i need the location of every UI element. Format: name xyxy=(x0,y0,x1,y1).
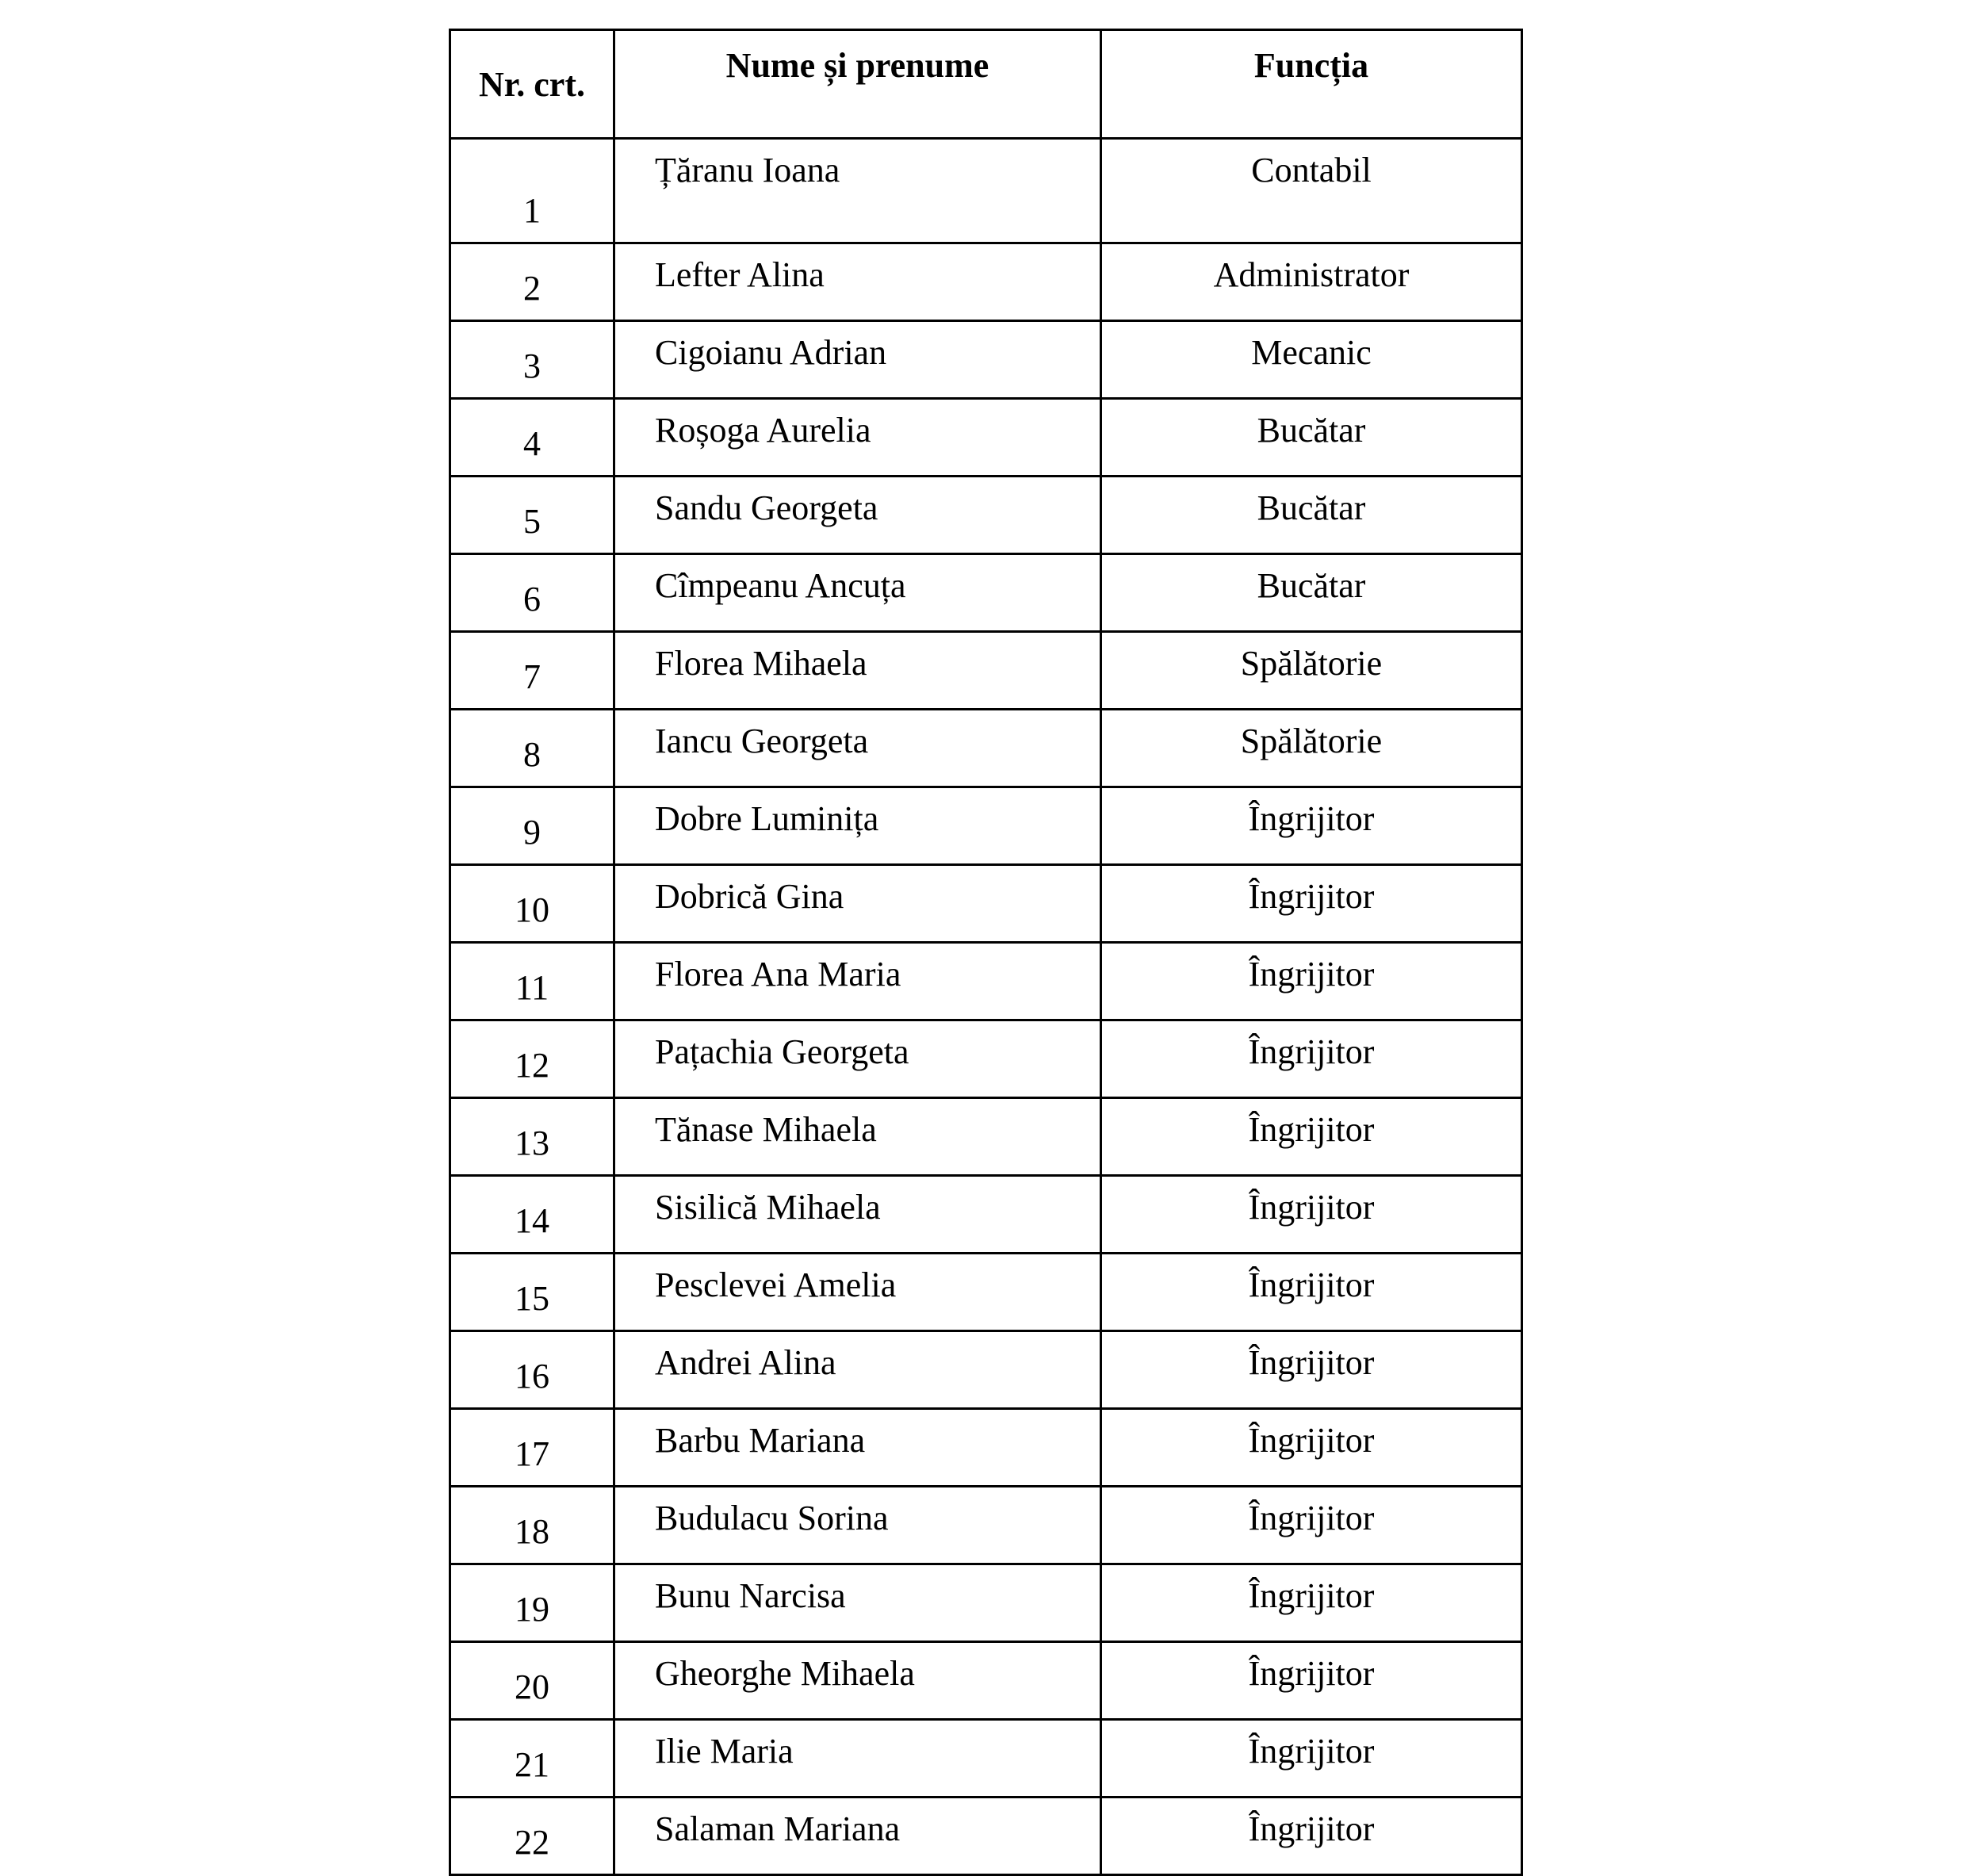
cell-name: Dobrică Gina xyxy=(614,865,1101,943)
cell-nr: 18 xyxy=(450,1487,614,1564)
cell-name: Budulacu Sorina xyxy=(614,1487,1101,1564)
table-header xyxy=(450,30,1522,139)
cell-nr: 7 xyxy=(450,632,614,710)
table-row xyxy=(450,1564,1522,1642)
cell-function: Îngrijitor xyxy=(1101,1642,1522,1720)
cell-nr: 19 xyxy=(450,1564,614,1642)
cell-nr: 16 xyxy=(450,1331,614,1409)
table-row xyxy=(450,1020,1522,1098)
cell-name: Țăranu Ioana xyxy=(614,139,1101,243)
cell-function: Spălătorie xyxy=(1101,710,1522,787)
cell-nr: 4 xyxy=(450,399,614,477)
cell-name: Gheorghe Mihaela xyxy=(614,1642,1101,1720)
cell-function: Îngrijitor xyxy=(1101,865,1522,943)
cell-name: Roșoga Aurelia xyxy=(614,399,1101,477)
cell-name: Cîmpeanu Ancuța xyxy=(614,554,1101,632)
cell-nr: 13 xyxy=(450,1098,614,1176)
cell-name: Bunu Narcisa xyxy=(614,1564,1101,1642)
cell-function: Îngrijitor xyxy=(1101,1176,1522,1254)
table-row xyxy=(450,1487,1522,1564)
table-row xyxy=(450,1642,1522,1720)
cell-function: Bucătar xyxy=(1101,477,1522,554)
table-row xyxy=(450,1409,1522,1487)
table-row xyxy=(450,787,1522,865)
cell-function: Îngrijitor xyxy=(1101,1798,1522,1875)
cell-nr: 15 xyxy=(450,1254,614,1331)
cell-function: Îngrijitor xyxy=(1101,1020,1522,1098)
cell-nr: 8 xyxy=(450,710,614,787)
staff-table xyxy=(449,29,1523,1876)
table-row xyxy=(450,399,1522,477)
cell-name: Sisilică Mihaela xyxy=(614,1176,1101,1254)
cell-function: Mecanic xyxy=(1101,321,1522,399)
cell-nr: 21 xyxy=(450,1720,614,1798)
cell-function: Îngrijitor xyxy=(1101,1487,1522,1564)
cell-function: Îngrijitor xyxy=(1101,787,1522,865)
cell-name: Pațachia Georgeta xyxy=(614,1020,1101,1098)
cell-name: Florea Mihaela xyxy=(614,632,1101,710)
cell-name: Pesclevei Amelia xyxy=(614,1254,1101,1331)
cell-nr: 6 xyxy=(450,554,614,632)
table-row xyxy=(450,1098,1522,1176)
cell-function: Spălătorie xyxy=(1101,632,1522,710)
table-row xyxy=(450,1720,1522,1798)
cell-nr: 14 xyxy=(450,1176,614,1254)
table-row xyxy=(450,477,1522,554)
table-body xyxy=(450,139,1522,1875)
table-row xyxy=(450,943,1522,1020)
cell-name: Dobre Luminița xyxy=(614,787,1101,865)
header-nr: Nr. crt. xyxy=(450,30,614,139)
cell-name: Cigoianu Adrian xyxy=(614,321,1101,399)
cell-function: Administrator xyxy=(1101,243,1522,321)
cell-nr: 1 xyxy=(450,139,614,243)
table-row xyxy=(450,865,1522,943)
table-row xyxy=(450,1798,1522,1875)
cell-nr: 20 xyxy=(450,1642,614,1720)
header-name: Nume și prenume xyxy=(614,30,1101,139)
cell-nr: 3 xyxy=(450,321,614,399)
cell-name: Sandu Georgeta xyxy=(614,477,1101,554)
cell-nr: 17 xyxy=(450,1409,614,1487)
table-row xyxy=(450,321,1522,399)
cell-nr: 2 xyxy=(450,243,614,321)
cell-function: Îngrijitor xyxy=(1101,1331,1522,1409)
cell-function: Bucătar xyxy=(1101,554,1522,632)
table-row xyxy=(450,243,1522,321)
table-row xyxy=(450,1176,1522,1254)
cell-nr: 12 xyxy=(450,1020,614,1098)
table-row xyxy=(450,554,1522,632)
cell-function: Îngrijitor xyxy=(1101,1409,1522,1487)
cell-name: Barbu Mariana xyxy=(614,1409,1101,1487)
cell-function: Contabil xyxy=(1101,139,1522,243)
cell-function: Îngrijitor xyxy=(1101,1564,1522,1642)
cell-name: Andrei Alina xyxy=(614,1331,1101,1409)
cell-function: Îngrijitor xyxy=(1101,1720,1522,1798)
table-row xyxy=(450,710,1522,787)
cell-function: Bucătar xyxy=(1101,399,1522,477)
cell-name: Salaman Mariana xyxy=(614,1798,1101,1875)
cell-name: Ilie Maria xyxy=(614,1720,1101,1798)
cell-nr: 10 xyxy=(450,865,614,943)
table-row xyxy=(450,1331,1522,1409)
table-row xyxy=(450,1254,1522,1331)
cell-name: Tănase Mihaela xyxy=(614,1098,1101,1176)
cell-function: Îngrijitor xyxy=(1101,1254,1522,1331)
header-row xyxy=(450,30,1522,139)
table-row xyxy=(450,139,1522,243)
cell-function: Îngrijitor xyxy=(1101,943,1522,1020)
header-function: Funcția xyxy=(1101,30,1522,139)
cell-name: Florea Ana Maria xyxy=(614,943,1101,1020)
cell-function: Îngrijitor xyxy=(1101,1098,1522,1176)
cell-nr: 22 xyxy=(450,1798,614,1875)
cell-nr: 11 xyxy=(450,943,614,1020)
table-row xyxy=(450,632,1522,710)
cell-name: Iancu Georgeta xyxy=(614,710,1101,787)
cell-nr: 5 xyxy=(450,477,614,554)
cell-name: Lefter Alina xyxy=(614,243,1101,321)
cell-nr: 9 xyxy=(450,787,614,865)
